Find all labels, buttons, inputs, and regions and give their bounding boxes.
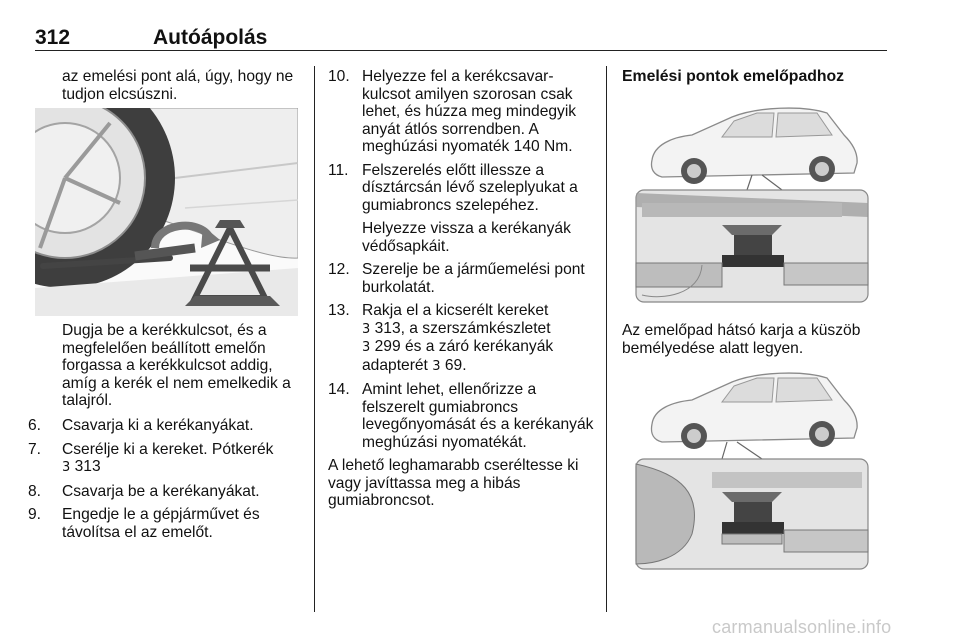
- step-12: 12. Szerelje be a járműemelési pont burkolatát.: [328, 261, 585, 296]
- page-ref-icon: 3: [362, 321, 371, 337]
- page-ref-icon: 3: [432, 358, 441, 374]
- intro-text: az emelési pont alá, úgy, hogy ne tudjon elcsúszni.: [62, 68, 294, 103]
- column-divider-2: [606, 66, 607, 612]
- lift-caption: Az emelőpad hátsó karja a küszöb bemélyedése alatt legyen.: [622, 322, 861, 357]
- step-10: 10. Helyezze fel a kerékcsavar- kulcsot amilyen szorosan csak lehet, és húzza meg mindegyik anyát átlós sorrendben. A meghúzási nyomaték 140 Nm.: [328, 68, 577, 155]
- jack-wheel-illustration: [35, 108, 298, 316]
- step-7: 7. Cserélje ki a kereket. Pótkerék 3 313: [28, 440, 274, 475]
- step-14: 14. Amint lehet, ellenőrizze a felszerelt gumiabroncs levegőnyomását és a kerékanyák meghúzási nyomatékát.: [328, 381, 594, 451]
- step-11: 11. Felszerelés előtt illessze a dísztárcsán lévő szeleplyukat a gumiabroncs szelepéhez. Helyezze vissza a kerékanyák védősapkáit.: [328, 161, 578, 255]
- step-8: 8. Csavarja be a kerékanyákat.: [28, 482, 260, 500]
- step-13: 13. Rakja el a kicserélt kereket 3 313, a szerszámkészletet 3 299 és a záró kerékanyák adapterét 3 69.: [328, 302, 554, 374]
- chapter-title: Autóápolás: [153, 26, 268, 49]
- lift-point-rear-illustration: [622, 364, 884, 574]
- page-ref-icon: 3: [362, 340, 371, 355]
- step-6: 6. Csavarja ki a kerékanyákat.: [28, 417, 254, 434]
- lift-point-front-illustration: [622, 95, 884, 307]
- step-9: 9. Engedje le a gépjárművet és távolítsa el az emelőt.: [28, 506, 260, 541]
- closing-paragraph: A lehető leghamarabb cseréltesse ki vagy javíttassa meg a hibás gumiabroncsot.: [328, 457, 579, 509]
- step-list-col1: [28, 417, 312, 541]
- page-ref-icon: 3: [62, 460, 71, 475]
- column-divider-1: [314, 66, 315, 612]
- watermark: carmanualsonline.info: [712, 617, 892, 637]
- page-header: [35, 24, 887, 51]
- step-list-col2: [328, 68, 604, 510]
- jack-instruction: Dugja be a kerékkulcsot, és a megfelelően beállított emelőn forgassa a kerékkulcsot addig, amíg a kerék el nem emelkedik a talajról.: [62, 322, 291, 409]
- page-number: 312: [35, 26, 71, 49]
- section-heading: Emelési pontok emelőpadhoz: [622, 68, 845, 85]
